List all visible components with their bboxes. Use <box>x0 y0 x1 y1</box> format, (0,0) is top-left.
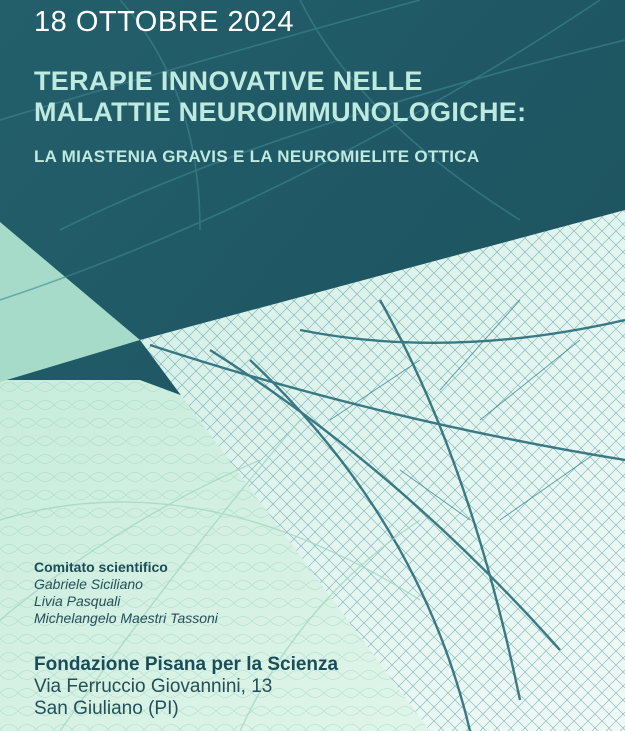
venue <box>34 654 338 720</box>
title-line-1: TERAPIE INNOVATIVE NELLE <box>34 66 423 96</box>
scientific-committee <box>34 559 218 627</box>
committee-member: Michelangelo Maestri Tassoni <box>34 610 218 626</box>
event-title <box>34 66 614 128</box>
title-line-2: MALATTIE NEUROIMMUNOLOGICHE: <box>34 97 527 127</box>
committee-heading: Comitato scientifico <box>34 559 168 575</box>
event-date: 18 OTTOBRE 2024 <box>34 6 295 38</box>
venue-name: Fondazione Pisana per la Scienza <box>34 654 339 675</box>
committee-member: Livia Pasquali <box>34 593 121 609</box>
committee-member: Gabriele Siciliano <box>34 576 143 592</box>
venue-address: Via Ferruccio Giovannini, 13 <box>34 676 273 697</box>
venue-city: San Giuliano (PI) <box>34 698 179 719</box>
event-subtitle: LA MIASTENIA GRAVIS E LA NEUROMIELITE OTTICA <box>34 147 480 166</box>
